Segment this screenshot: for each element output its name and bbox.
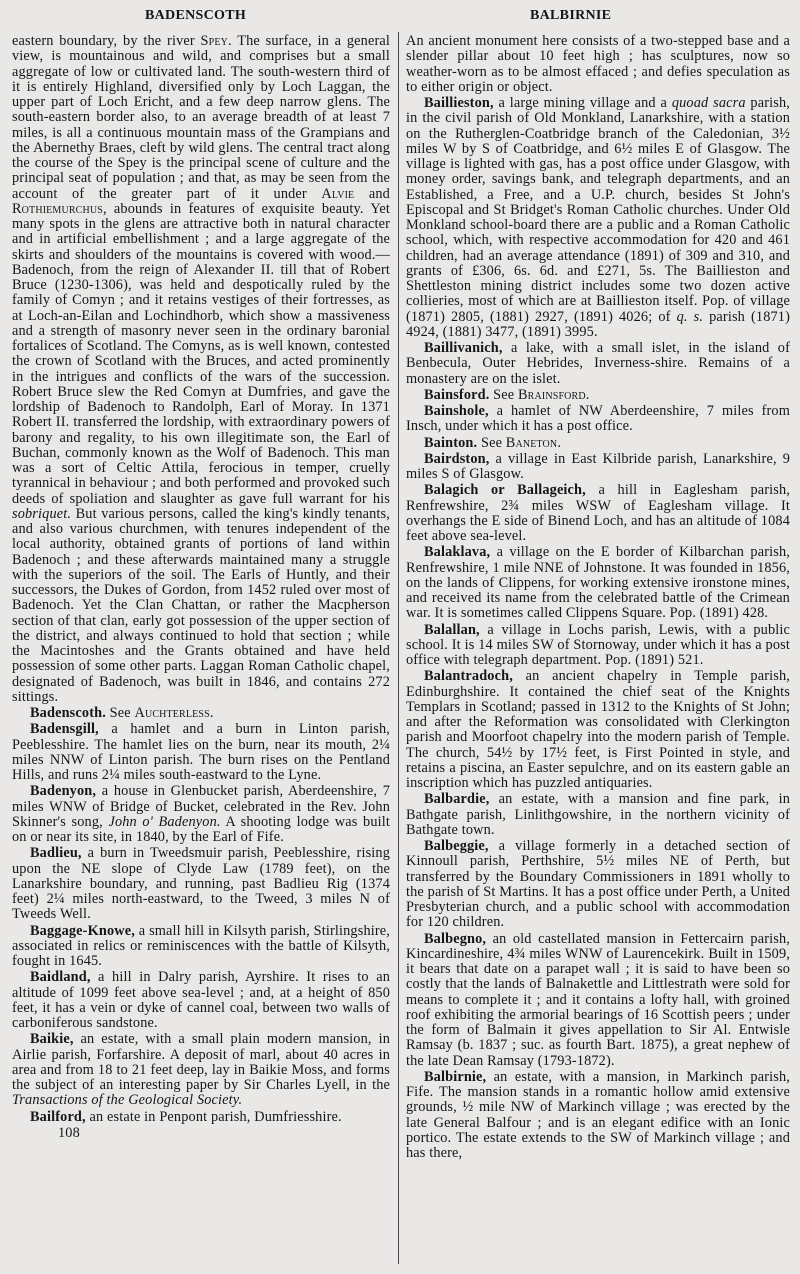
- italic-text: quoad sacra: [671, 95, 746, 111]
- gazetteer-entry: [406, 792, 790, 838]
- entry-headword: Baillieston,: [424, 95, 494, 111]
- gazetteer-entry: [406, 483, 790, 544]
- entry-headword: Bairdston,: [424, 450, 490, 467]
- entry-text: a village formerly in a detached section of Kinnoull parish, Perthshire, 5½ miles NE of Perth, but transferred by the Boundary Commissioners in 1891 wholly to the parish of St Martins. It has a post office under Perth, a United Presbyterian church, and a public school with accommodation for 120 children.: [406, 838, 790, 931]
- entry-text: an estate in Penpont parish, Dumfriesshire.: [85, 1108, 342, 1125]
- entry-headword: Baikie,: [30, 1031, 74, 1048]
- gazetteer-entry: [12, 1110, 390, 1125]
- entry-text: a village in Lochs parish, Lewis, with a public school. It is 14 miles SW of Stornoway, under which it has a post office with telegraph department. Pop. (1891) 521.: [406, 621, 790, 668]
- entry-text: , abounds in features of exquisite beauty. Yet many spots in the glens are attractive both in natural character and in artificial embellishment ; and a large aggregate of the skirts and shoulders of the mountains is covered with wood.—Badenoch, from the reign of Alexander II. till that of Robert Bruce (1230-1306), was held and despotically ruled by the family of Comyn ; and it retains vestiges of their fortresses, as at Loch-an-Eilan and Lochindhorb, which show a massiveness and a strength of masonry never seen in the ordinary baronial fortalices of Scotland. The Comyns, as is well known, contested the crown of Scotland with the Bruces, and acted prominently in the intrigues and conflicts of the wars of the succession. Robert Bruce slew the Red Comyn at Dumfries, and gave the lordship of Badenoch to Randolph, Earl of Moray. In 1371 Robert II. transferred the lordship, with extraordinary powers of barony and regality, to his own illegitimate son, the Earl of Buchan, commonly known as the Wolf of Badenoch. This man was a sort of Celtic Attila, ferocious in temper, cruelly tyrannical in behaviour ; and both performed and provoked such deeds of spoliation and slaughter as gave full warrant for his: [12, 200, 390, 507]
- entry-text: a small hill in Kilsyth parish, Stirlingshire, associated in relics or reminiscences with the battle of Kilsyth, fought in 1645.: [12, 922, 390, 969]
- entry-headword: Balbegno,: [424, 930, 487, 947]
- entry-headword: Bainton.: [424, 434, 478, 451]
- right-column: [406, 34, 790, 1162]
- cross-reference: Rothiemurchus: [12, 200, 103, 217]
- cross-reference: Alvie: [321, 185, 355, 202]
- entry-headword: Balbeggie,: [424, 838, 489, 854]
- entry-headword: Baillivanich,: [424, 340, 503, 356]
- entry-text: See: [477, 434, 506, 451]
- entry-headword: Bainshole,: [424, 403, 489, 419]
- gazetteer-entry: [406, 839, 790, 931]
- entry-text: A shooting lodge was built on or near its site, in 1840, by the Earl of Fife.: [12, 813, 391, 845]
- column-divider: [398, 32, 399, 1264]
- entry-text: See: [489, 386, 518, 403]
- cross-reference: Spey: [200, 33, 228, 49]
- entry-text: parish, in the civil parish of Old Monkland, Lanarkshire, with a station on the Rutherglen-Coatbridge branch of the Caledonian, 3½ miles W by S of Coatbridge, and 6½ miles E of Glasgow. The village is lighted with gas, has a post office under Glasgow, with money order, savings bank, and telegraph departments, and an Established, a Free, and a U.P. church, besides St John's Episcopal and St Bridget's Roman Catholic churches. Under Old Monkland school-board there are a public and a Roman Catholic school, which, with respective accommodation for 420 and 461 children, had an average attendance (1891) of 309 and 310, and grants of £306, 6s. 6d. and £271, 5s. The Baillieston and Shettleston mining district includes some two dozen active collieries, most of which are at Baillieston itself. Pop. of village (1871) 2805, (1881) 2927, (1891) 4026; of: [406, 95, 790, 325]
- left-column: [12, 34, 390, 1141]
- entry-text: an ancient chapelry in Temple parish, Edinburghshire. It contained the chief seat of the Knights Templars in Scotland; passed in 1312 to the Knights of St John; and after the Reformation was consolidated with Clerkington parish and Moorfoot chapelry into the modern parish of Temple. The church, 54½ by 17½ feet, is First Pointed in style, and retains a piscina, an Easter sepulchre, and on its eastern gable an inscription which has puzzled antiquaries.: [406, 668, 790, 791]
- italic-text: John o' Badenyon.: [108, 813, 221, 830]
- entry-text: .: [557, 434, 562, 451]
- running-header-right: BALBIRNIE: [530, 8, 612, 23]
- entry-text: eastern boundary, by the river: [12, 33, 201, 49]
- entry-text: an old castellated mansion in Fettercairn parish, Kincardineshire, 4¾ miles WNW of Laurencekirk. Built in 1509, it bears that date on a parapet wall ; it is said to have been so costly that the lands of Balnakettle and Littlestrath were sold for means to complete it ; and it contains a lofty hall, with groined roof exhibiting the armorial bearings of 16 Scottish peers ; under the form of Balmain it gives appellation to Sir Al. Entwisle Ramsay (b. 1837 ; suc. as fourth Bart. 1875), a great nephew of the late Dean Ramsay (1793-1872).: [406, 930, 790, 1069]
- entry-text: But various persons, called the king's kindly tenants, and also various churchmen, with tenures independent of the local authority, obtained grants of portions of land within Badenoch ; and these afterwards maintained many a struggle with the superiors of the soil. The Earls of Huntly, and their successors, the Dukes of Gordon, from 1452 ruled over most of Badenoch. Yet the Clan Chattan, or rather the Macpherson section of that clan, early got possession of the upper section of the district, and always continued to hold that section ; while the Macintoshes and the Grants obtained and have held possession of some other parts. Laggan Roman Catholic chapel, designated of Badenoch, was built in 1846, and contains 272 sittings.: [12, 505, 390, 705]
- entry-headword: Balbirnie,: [424, 1068, 487, 1085]
- gazetteer-entry: [406, 623, 790, 669]
- gazetteer-entry: [406, 932, 790, 1069]
- entry-text: a hill in Dalry parish, Ayrshire. It rises to an altitude of 1099 feet above sea-level ; and, at a height of 850 feet, it has a vein or dyke of cannel coal, between two walls of carboniferous sandstone.: [12, 969, 390, 1031]
- italic-text: sobriquet.: [12, 505, 72, 522]
- gazetteer-entry: [406, 436, 790, 451]
- gazetteer-entry: [12, 846, 390, 922]
- entry-headword: Badensgill,: [30, 721, 99, 738]
- gazetteer-entry: [12, 706, 390, 721]
- cross-reference: Auchterless: [134, 705, 210, 721]
- gazetteer-entry: [12, 722, 390, 783]
- continued-paragraph: [12, 34, 390, 705]
- entry-text: a hamlet and a burn in Linton parish, Peeblesshire. The hamlet lies on the burn, near its mouth, 2¼ miles NNW of Linton parish. The burn rises on the Pentland Hills, and runs 2¼ miles south-eastward to the Lyne.: [12, 721, 390, 783]
- entry-text: an estate, with a mansion and fine park, in Bathgate parish, Linlithgowshire, in the northern vicinity of Bathgate town.: [406, 791, 790, 838]
- continued-paragraph: [406, 34, 790, 95]
- running-header-left: BADENSCOTH: [145, 8, 247, 23]
- entry-text: a village on the E border of Kilbarchan parish, Renfrewshire, 1 mile NNE of Johnstone. It was founded in 1856, on the lands of Clippens, for working extensive ironstone mines, and received its name from the celebrated battle of the Crimean war. It is sometimes called Clippens Square. Pop. (1891) 428.: [406, 544, 790, 622]
- entry-headword: Bainsford.: [424, 386, 490, 403]
- entry-text: an estate, with a mansion, in Markinch parish, Fife. The mansion stands in a romantic hollow amid extensive grounds, ½ mile NW of Markinch village ; was erected by the late General Balfour ; and is an elegant edifice with an Ionic portico. The estate extends to the SW of Markinch village ; and has there,: [406, 1068, 790, 1161]
- gazetteer-entry: [12, 784, 390, 845]
- italic-text: Transactions of the Geological Society.: [12, 1092, 243, 1109]
- page-number: 108: [58, 1124, 80, 1141]
- gazetteer-entry: [406, 404, 790, 435]
- entry-text: a village in East Kilbride parish, Lanarkshire, 9 miles S of Glasgow.: [406, 450, 790, 482]
- entry-headword: Balbardie,: [424, 791, 490, 808]
- entry-text: An ancient monument here consists of a two-stepped base and a slender pillar about 10 feet high ; has sculptures, now so weather-worn as to be almost effaced ; and defies speculation as to either origin or object.: [406, 33, 790, 95]
- entry-text: a hamlet of NW Aberdeenshire, 7 miles from Insch, under which it has a post office.: [406, 403, 790, 435]
- entry-text: a large mining village and a: [493, 95, 672, 111]
- gazetteer-entry: [12, 1032, 390, 1108]
- gazetteer-entry: [12, 924, 390, 970]
- entry-text: a hill in Eaglesham parish, Renfrewshire, 2¾ miles WSW of Eaglesham village. It overhangs the E side of Binend Loch, and has an altitude of 1084 feet above sea-level.: [406, 482, 791, 544]
- entry-headword: Baggage-Knowe,: [30, 922, 135, 939]
- gazetteer-entry: [12, 970, 390, 1031]
- entry-headword: Badenscoth.: [30, 705, 106, 721]
- entry-headword: Badlieu,: [30, 845, 82, 862]
- entry-headword: Balantradoch,: [424, 668, 513, 685]
- gazetteer-entry: [406, 452, 790, 483]
- entry-text: a house in Glenbucket parish, Aberdeenshire, 7 miles WNW of Bridge of Bucket, celebrated in the Rev. John Skinner's song,: [12, 783, 390, 830]
- gazetteer-entry: [406, 96, 790, 340]
- gazetteer-entry: [406, 1070, 790, 1162]
- entry-headword: Balallan,: [424, 621, 480, 638]
- gazetteer-entry: [406, 388, 790, 403]
- entry-text: parish (1871) 4924, (1881) 3477, (1891) 3995.: [406, 308, 791, 340]
- entry-text: .: [209, 705, 214, 721]
- entry-headword: Balaklava,: [424, 544, 491, 561]
- entry-headword: Badenyon,: [30, 783, 97, 800]
- gazetteer-entry: [406, 669, 790, 791]
- entry-text: a burn in Tweedsmuir parish, Peeblesshire, rising upon the NE slope of Clyde Law (1789 feet), on the Lanarkshire boundary, and running, past Badlieu Rig (1374 feet) 2¼ miles north-eastward, to the Tweed, 3 miles N of Tweeds Well.: [12, 845, 390, 923]
- entry-headword: Balagich or Ballageich,: [424, 482, 586, 499]
- italic-text: q. s.: [676, 308, 704, 325]
- entry-text: . The surface, in a general view, is mountainous and wild, and comprises but a small aggregate of low or cultivated land. The south-western third of it is entirely Highland, diversified only by Loch Laggan, the upper part of Loch Ericht, and a few deep narrow glens. The south-eastern border also, to an average breadth of at least 7 miles, is all a continuous mountain mass of the Grampians and the Abernethy Braes, cleft by wild glens. The central tract along the course of the Spey is the principal scene of culture and the principal seat of population ; and that, as may be seen from the account of the greater part of it under: [12, 33, 390, 202]
- cross-reference: Baneton: [505, 434, 558, 451]
- entry-text: .: [585, 386, 590, 403]
- entry-text: an estate, with a small plain modern mansion, in Airlie parish, Forfarshire. A deposit of marl, about 40 acres in area and from 18 to 21 feet deep, lay in Baikie Moss, and forms the subject of an interesting paper by Sir Charles Lyell, in the: [12, 1031, 390, 1093]
- entry-headword: Bailford,: [30, 1108, 86, 1125]
- gazetteer-entry: [406, 545, 790, 621]
- cross-reference: Brainsford: [518, 386, 586, 403]
- entry-headword: Baidland,: [30, 969, 91, 986]
- entry-text: See: [105, 705, 135, 721]
- entry-text: and: [354, 185, 390, 202]
- entry-text: a lake, with a small islet, in the island of Benbecula, Outer Hebrides, Inverness-shire. Remains of a monastery are on the islet.: [406, 340, 790, 387]
- gazetteer-entry: [406, 341, 790, 387]
